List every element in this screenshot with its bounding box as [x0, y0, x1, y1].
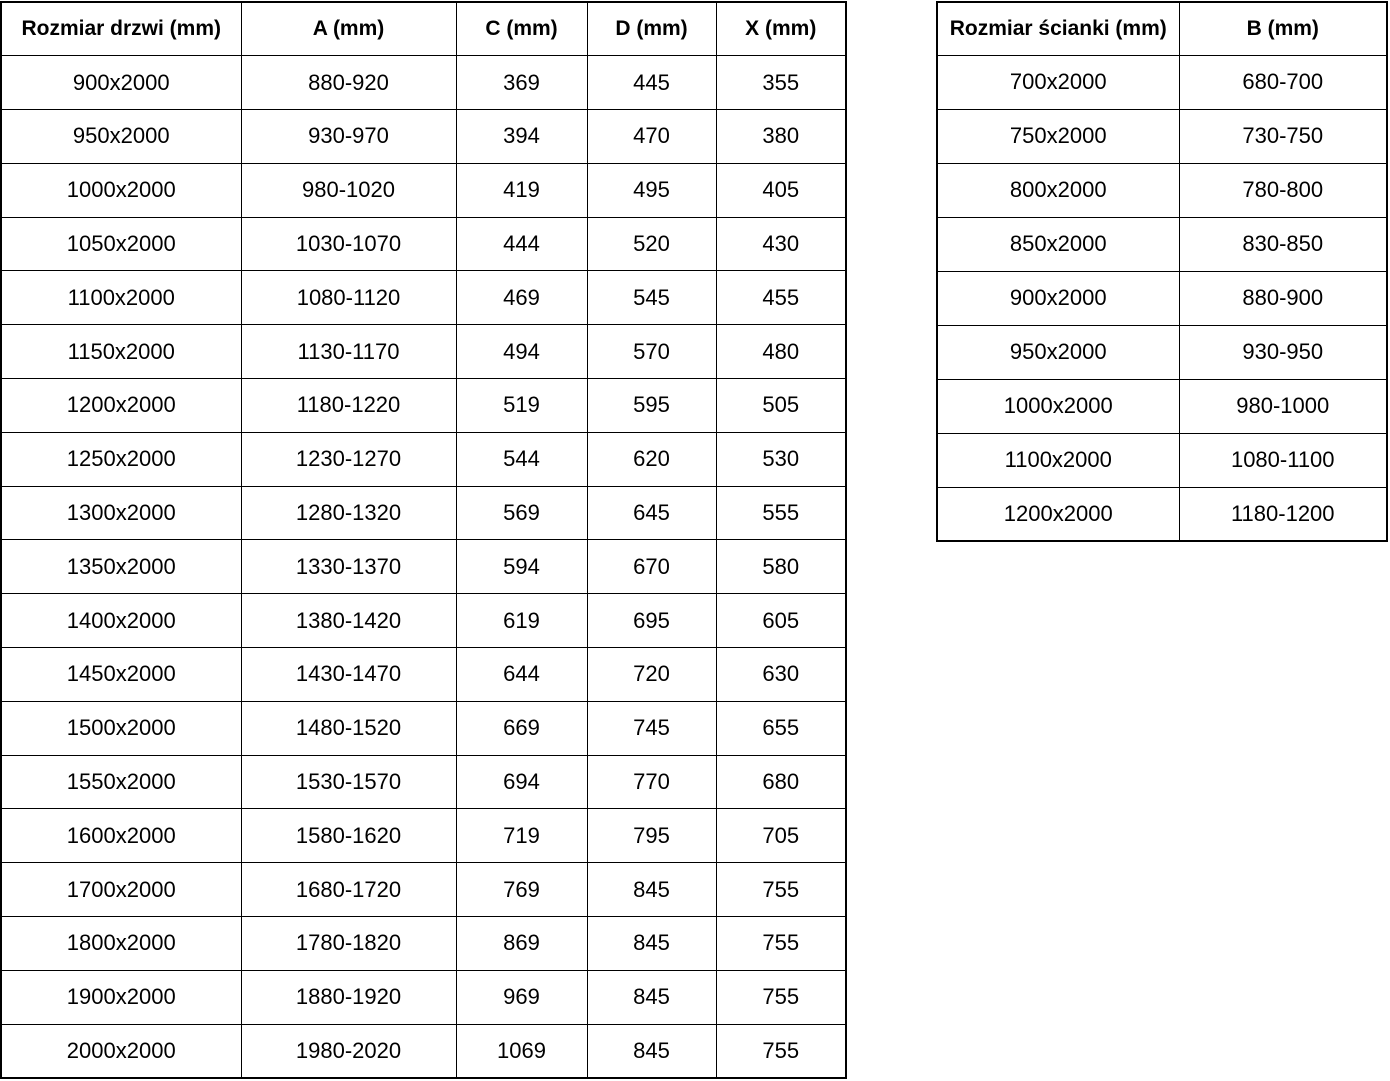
table-cell: 580 [716, 540, 846, 594]
table-cell: 1030-1070 [241, 217, 456, 271]
table-cell: 430 [716, 217, 846, 271]
table-cell: 950x2000 [1, 110, 241, 164]
table-cell: 745 [587, 701, 716, 755]
table-cell: 595 [587, 379, 716, 433]
table-cell: 2000x2000 [1, 1024, 241, 1078]
table-cell: 694 [456, 755, 587, 809]
table-cell: 1300x2000 [1, 486, 241, 540]
table-cell: 720 [587, 648, 716, 702]
table-cell: 850x2000 [937, 217, 1179, 271]
table-row [1, 970, 846, 1024]
table-cell: 980-1020 [241, 163, 456, 217]
table-cell: 369 [456, 56, 587, 110]
table-cell: 680 [716, 755, 846, 809]
table-cell: 755 [716, 1024, 846, 1078]
header-cell: B (mm) [1179, 2, 1387, 55]
table-cell: 1980-2020 [241, 1024, 456, 1078]
table-row [1, 486, 846, 540]
table-row [1, 163, 846, 217]
table-cell: 719 [456, 809, 587, 863]
table-cell: 1330-1370 [241, 540, 456, 594]
table-cell: 1230-1270 [241, 432, 456, 486]
table-cell: 355 [716, 56, 846, 110]
table-row [1, 701, 846, 755]
table-cell: 1050x2000 [1, 217, 241, 271]
table-row [937, 163, 1387, 217]
table-cell: 1530-1570 [241, 755, 456, 809]
table-cell: 1380-1420 [241, 594, 456, 648]
wall-dimensions-table [936, 1, 1388, 542]
table-cell: 930-970 [241, 110, 456, 164]
table-cell: 1480-1520 [241, 701, 456, 755]
table-cell: 480 [716, 325, 846, 379]
table-cell: 405 [716, 163, 846, 217]
table-cell: 1900x2000 [1, 970, 241, 1024]
table-cell: 594 [456, 540, 587, 594]
table-row [1, 432, 846, 486]
table-cell: 800x2000 [937, 163, 1179, 217]
table-cell: 1450x2000 [1, 648, 241, 702]
table-cell: 1150x2000 [1, 325, 241, 379]
table-cell: 1500x2000 [1, 701, 241, 755]
table-cell: 1200x2000 [937, 487, 1179, 541]
table-row [1, 917, 846, 971]
table-cell: 730-750 [1179, 109, 1387, 163]
table-cell: 644 [456, 648, 587, 702]
table-cell: 670 [587, 540, 716, 594]
table-cell: 705 [716, 809, 846, 863]
table-cell: 755 [716, 863, 846, 917]
table-cell: 780-800 [1179, 163, 1387, 217]
table-row [1, 648, 846, 702]
table-row [1, 325, 846, 379]
table-row [1, 594, 846, 648]
table-cell: 1680-1720 [241, 863, 456, 917]
table-cell: 769 [456, 863, 587, 917]
table-cell: 1550x2000 [1, 755, 241, 809]
table-cell: 520 [587, 217, 716, 271]
table-row [937, 433, 1387, 487]
table-cell: 830-850 [1179, 217, 1387, 271]
table-cell: 1100x2000 [937, 433, 1179, 487]
table-cell: 1350x2000 [1, 540, 241, 594]
table-cell: 445 [587, 56, 716, 110]
table-cell: 969 [456, 970, 587, 1024]
table-cell: 630 [716, 648, 846, 702]
table-cell: 845 [587, 863, 716, 917]
table-row [1, 110, 846, 164]
table-cell: 394 [456, 110, 587, 164]
table-cell: 680-700 [1179, 55, 1387, 109]
header-cell: D (mm) [587, 2, 716, 56]
table-cell: 950x2000 [937, 325, 1179, 379]
header-cell: A (mm) [241, 2, 456, 56]
table-row [937, 109, 1387, 163]
table-cell: 380 [716, 110, 846, 164]
header-row [1, 2, 846, 56]
header-cell: X (mm) [716, 2, 846, 56]
table-cell: 505 [716, 379, 846, 433]
table-cell: 755 [716, 917, 846, 971]
table-cell: 570 [587, 325, 716, 379]
table-cell: 795 [587, 809, 716, 863]
table-cell: 544 [456, 432, 587, 486]
table-row [937, 325, 1387, 379]
table-cell: 1400x2000 [1, 594, 241, 648]
table-row [937, 271, 1387, 325]
table-cell: 519 [456, 379, 587, 433]
table-cell: 1580-1620 [241, 809, 456, 863]
table-cell: 900x2000 [937, 271, 1179, 325]
header-cell: Rozmiar drzwi (mm) [1, 2, 241, 56]
table-row [1, 56, 846, 110]
table-cell: 605 [716, 594, 846, 648]
table-row [937, 217, 1387, 271]
table-cell: 1000x2000 [1, 163, 241, 217]
table-cell: 419 [456, 163, 587, 217]
table-cell: 1130-1170 [241, 325, 456, 379]
table-cell: 845 [587, 970, 716, 1024]
table-cell: 880-920 [241, 56, 456, 110]
table-row [1, 755, 846, 809]
table-cell: 470 [587, 110, 716, 164]
table-cell: 1100x2000 [1, 271, 241, 325]
table-cell: 1800x2000 [1, 917, 241, 971]
table-cell: 845 [587, 917, 716, 971]
table-row [1, 271, 846, 325]
table-cell: 1250x2000 [1, 432, 241, 486]
table-row [937, 55, 1387, 109]
table-cell: 1180-1200 [1179, 487, 1387, 541]
table-cell: 869 [456, 917, 587, 971]
table-cell: 1780-1820 [241, 917, 456, 971]
table-cell: 1000x2000 [937, 379, 1179, 433]
table-cell: 980-1000 [1179, 379, 1387, 433]
table-cell: 1069 [456, 1024, 587, 1078]
table-cell: 700x2000 [937, 55, 1179, 109]
table-cell: 495 [587, 163, 716, 217]
header-row [937, 2, 1387, 55]
table-row [1, 863, 846, 917]
table-cell: 569 [456, 486, 587, 540]
table-cell: 545 [587, 271, 716, 325]
table-row [1, 1024, 846, 1078]
table-cell: 620 [587, 432, 716, 486]
table-cell: 444 [456, 217, 587, 271]
table-cell: 455 [716, 271, 846, 325]
table-cell: 930-950 [1179, 325, 1387, 379]
table-cell: 900x2000 [1, 56, 241, 110]
table-row [1, 540, 846, 594]
table-cell: 880-900 [1179, 271, 1387, 325]
table-cell: 1080-1120 [241, 271, 456, 325]
table-cell: 669 [456, 701, 587, 755]
table-cell: 755 [716, 970, 846, 1024]
table-cell: 494 [456, 325, 587, 379]
table-cell: 555 [716, 486, 846, 540]
table-row [1, 379, 846, 433]
table-cell: 469 [456, 271, 587, 325]
table-row [1, 809, 846, 863]
table-cell: 1280-1320 [241, 486, 456, 540]
table-cell: 750x2000 [937, 109, 1179, 163]
header-cell: Rozmiar ścianki (mm) [937, 2, 1179, 55]
table-cell: 645 [587, 486, 716, 540]
table-cell: 655 [716, 701, 846, 755]
header-cell: C (mm) [456, 2, 587, 56]
table-cell: 1180-1220 [241, 379, 456, 433]
table-cell: 1080-1100 [1179, 433, 1387, 487]
table-cell: 530 [716, 432, 846, 486]
table-cell: 695 [587, 594, 716, 648]
table-cell: 770 [587, 755, 716, 809]
table-cell: 1880-1920 [241, 970, 456, 1024]
table-cell: 845 [587, 1024, 716, 1078]
table-cell: 1600x2000 [1, 809, 241, 863]
door-dimensions-table [0, 1, 847, 1079]
table-row [1, 217, 846, 271]
table-cell: 619 [456, 594, 587, 648]
table-row [937, 379, 1387, 433]
table-cell: 1430-1470 [241, 648, 456, 702]
table-cell: 1700x2000 [1, 863, 241, 917]
table-cell: 1200x2000 [1, 379, 241, 433]
table-row [937, 487, 1387, 541]
